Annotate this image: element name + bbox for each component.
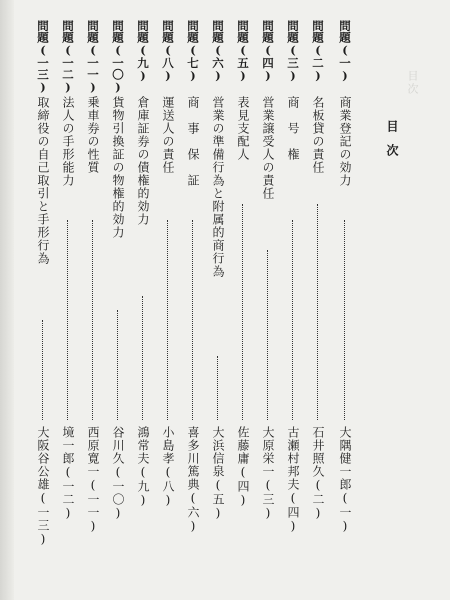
bleed-through-text: 目次 xyxy=(406,70,419,96)
entry-title: 運送人の責任 xyxy=(161,96,175,174)
dot-leader xyxy=(344,220,345,420)
question-number: 問題(七) xyxy=(186,20,200,83)
question-number: 問題(三) xyxy=(286,20,300,83)
question-number: 問題(五) xyxy=(236,20,250,83)
entry-title: 表見支配人 xyxy=(236,96,250,161)
toc-entry-8 xyxy=(159,20,177,590)
question-number: 問題(八) xyxy=(161,20,175,83)
question-number: 問題(一三) xyxy=(36,20,50,94)
toc-entry-3 xyxy=(284,20,302,590)
entry-author-page: 大浜信泉(五) xyxy=(211,426,225,521)
entry-author-page: 大阪谷公雄(一三) xyxy=(36,426,50,547)
toc-entry-7 xyxy=(184,20,202,590)
page-spine-shadow xyxy=(0,0,14,600)
toc-heading: 目次 xyxy=(385,120,399,168)
entry-author-page: 境一郎(一二) xyxy=(61,426,75,521)
dot-leader xyxy=(42,320,43,420)
entry-title: 商 事 保 証 xyxy=(186,96,200,187)
question-number: 問題(六) xyxy=(211,20,225,83)
toc-entry-10 xyxy=(109,20,127,590)
entry-author-page: 古瀬村邦夫(四) xyxy=(286,426,300,534)
entry-author-page: 佐藤庸(四) xyxy=(236,426,250,508)
toc-entry-4 xyxy=(259,20,277,590)
question-number: 問題(一一) xyxy=(86,20,100,94)
entry-title: 乗車券の性質 xyxy=(86,96,100,174)
toc-entry-1 xyxy=(336,20,354,590)
dot-leader xyxy=(242,204,243,420)
entry-title: 倉庫証券の債権的効力 xyxy=(136,96,150,226)
entry-title: 営業譲受人の責任 xyxy=(261,96,275,200)
dot-leader xyxy=(92,220,93,420)
toc-entry-9 xyxy=(134,20,152,590)
entry-title: 法人の手形能力 xyxy=(61,96,75,187)
dot-leader xyxy=(192,220,193,420)
entry-author-page: 石井照久(二) xyxy=(311,426,325,521)
entry-author-page: 大原栄一(三) xyxy=(261,426,275,521)
entry-author-page: 小島孝(八) xyxy=(161,426,175,508)
toc-entry-5 xyxy=(234,20,252,590)
entry-title: 取締役の自己取引と手形行為 xyxy=(36,96,50,265)
question-number: 問題(一二) xyxy=(61,20,75,94)
dot-leader xyxy=(167,220,168,420)
dot-leader xyxy=(67,220,68,420)
entry-title: 商業登記の効力 xyxy=(338,96,352,187)
question-number: 問題(二) xyxy=(311,20,325,83)
entry-title: 商 号 権 xyxy=(286,96,300,161)
entry-title: 名板貸の責任 xyxy=(311,96,325,174)
entry-author-page: 鴻常夫(九) xyxy=(136,426,150,508)
dot-leader xyxy=(267,250,268,420)
dot-leader xyxy=(142,296,143,420)
dot-leader xyxy=(117,310,118,420)
toc-entry-6 xyxy=(209,20,227,590)
question-number: 問題(一〇) xyxy=(111,20,125,94)
dot-leader xyxy=(292,220,293,420)
entry-author-page: 谷川久(一〇) xyxy=(111,426,125,521)
toc-entry-12 xyxy=(59,20,77,590)
dot-leader xyxy=(217,356,218,420)
question-number: 問題(四) xyxy=(261,20,275,83)
question-number: 問題(一) xyxy=(338,20,352,83)
entry-author-page: 喜多川篤典(六) xyxy=(186,426,200,534)
question-number: 問題(九) xyxy=(136,20,150,83)
entry-title: 営業の準備行為と附属的商行為 xyxy=(211,96,225,278)
entry-author-page: 大隅健一郎(一) xyxy=(338,426,352,534)
entry-author-page: 西原寛一(一一) xyxy=(86,426,100,534)
toc-entry-11 xyxy=(84,20,102,590)
dot-leader xyxy=(317,204,318,420)
toc-entry-2 xyxy=(309,20,327,590)
toc-entry-13 xyxy=(34,20,52,590)
entry-title: 貨物引換証の物権的効力 xyxy=(111,96,125,239)
